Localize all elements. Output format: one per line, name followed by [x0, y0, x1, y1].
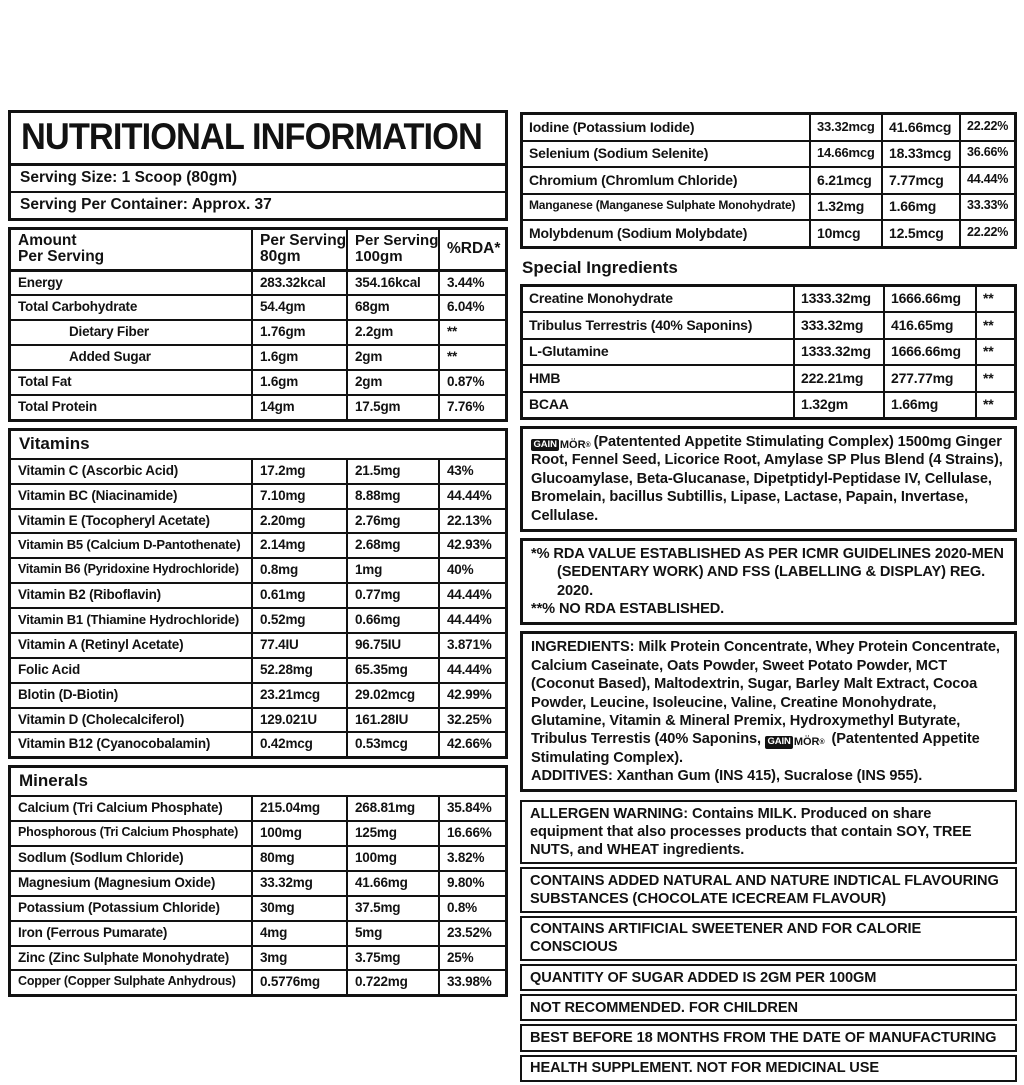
- table-cell-per_100gm: 68gm: [348, 296, 440, 319]
- table-cell-per_100gm: 18.33mcg: [883, 142, 961, 167]
- table-cell-per_80gm: 0.61mg: [253, 584, 348, 607]
- table-cell-per_80gm: 14gm: [253, 396, 348, 419]
- col-header-per-80gm: Per Serving 80gm: [253, 230, 348, 269]
- table-cell-per_100gm: 268.81mg: [348, 797, 440, 820]
- table-cell-rda: 35.84%: [447, 800, 492, 816]
- table-row: [11, 897, 505, 922]
- table-cell-rda: **: [447, 349, 458, 365]
- table-row: [523, 115, 1014, 142]
- table-cell-per_100gm: 0.66mg: [348, 609, 440, 632]
- table-row: [11, 609, 505, 634]
- table-cell-per_100gm: 41.66mcg: [883, 115, 961, 140]
- table-row: [11, 947, 505, 972]
- table-cell-rda: 22.13%: [447, 512, 492, 528]
- macros-table-header: [11, 230, 505, 272]
- table-cell-per_100gm: 3.75mg: [348, 947, 440, 970]
- rda-footnote-line1: *% RDA VALUE ESTABLISHED AS PER ICMR GUIDELINES 2020-MEN: [531, 545, 1004, 562]
- table-cell-rda: 44.44%: [447, 587, 492, 603]
- table-cell-per_100gm: 125mg: [348, 822, 440, 845]
- table-cell-name: Vitamin D (Cholecalciferol): [11, 709, 253, 732]
- table-cell-per_80gm: 1.32gm: [795, 393, 885, 418]
- table-cell-per_100gm: 1mg: [348, 559, 440, 582]
- table-cell-per_80gm: 1.76gm: [253, 321, 348, 344]
- special-ingredients-rows: [523, 287, 1014, 418]
- table-cell-name: Blotin (D-Biotin): [11, 684, 253, 707]
- rda-footnote-line2: (SEDENTARY WORK) AND FSS (LABELLING & DISPLAY) REG. 2020.: [557, 564, 986, 599]
- col-header-amount: Amount Per Serving: [11, 230, 253, 269]
- col-header-rda: %RDA*: [447, 239, 501, 257]
- additives-label: ADDITIVES:: [531, 768, 613, 784]
- table-cell-per_100gm: 1.66mg: [885, 393, 977, 418]
- gainmor-logo-gain: GAIN: [531, 439, 559, 451]
- table-cell-rda: 3.44%: [447, 274, 485, 290]
- ingredients-text-before: Milk Protein Concentrate, Whey Protein Concentrate, Calcium Caseinate, Oats Powder, Sweet Potato Powder, MCT (Coconut Based), Maltodextrin, Sugar, Barley Malt Extract, Cocoa Powder, Leucine, Isoleucine, Valine, Creatine Monohydrate, Glutamine, Vitamin & Mineral Premix, Hydroxymethyl Butyrate, Tribulus Terrestis (40% Saponins,: [531, 639, 1000, 748]
- table-cell-per_80gm: 17.2mg: [253, 460, 348, 483]
- table-cell-rda: 40%: [447, 562, 474, 578]
- table-cell-per_100gm: 1.66mg: [883, 195, 961, 220]
- table-cell-per_80gm: 33.32mcg: [811, 115, 883, 140]
- table-cell-per_80gm: 4mg: [253, 922, 348, 945]
- table-cell-per_80gm: 1.32mg: [811, 195, 883, 220]
- table-cell-per_80gm: 1.6gm: [253, 371, 348, 394]
- table-cell-name: Total Carbohydrate: [11, 296, 253, 319]
- notice-flavouring: CONTAINS ADDED NATURAL AND NATURE INDTICAL FLAVOURING SUBSTANCES (CHOCOLATE ICECREAM FLAVOUR): [520, 867, 1017, 912]
- table-cell-rda: 44.44%: [447, 612, 492, 628]
- nutrition-panel-left: [8, 110, 508, 1003]
- additives-line: [531, 767, 1006, 785]
- table-cell-name: Energy: [11, 272, 253, 295]
- table-cell-per_100gm: 29.02mcg: [348, 684, 440, 707]
- table-cell-name: Potassium (Potassium Chloride): [11, 897, 253, 920]
- table-cell-per_80gm: 10mcg: [811, 221, 883, 246]
- table-cell-name: Magnesium (Magnesium Oxide): [11, 872, 253, 895]
- table-cell-per_100gm: 2gm: [348, 371, 440, 394]
- table-cell-per_80gm: 77.4IU: [253, 634, 348, 657]
- table-cell-per_100gm: 41.66mg: [348, 872, 440, 895]
- table-cell-per_80gm: 0.42mcg: [253, 733, 348, 756]
- table-cell-name: Vitamin B1 (Thiamine Hydrochloride): [11, 609, 253, 632]
- table-cell-rda: **: [983, 369, 994, 386]
- nutrition-panel-right: [520, 112, 1017, 1085]
- table-cell-name: Molybdenum (Sodium Molybdate): [523, 221, 811, 246]
- ingredients-text-after: (Patentented Appetite Stimulating Complex).: [531, 731, 980, 766]
- table-cell-rda: 33.98%: [447, 974, 492, 990]
- table-row: [523, 221, 1014, 246]
- table-row: [11, 346, 505, 371]
- trace-minerals-rows: [523, 115, 1014, 246]
- table-row: [523, 340, 1014, 367]
- table-cell-per_80gm: 52.28mg: [253, 659, 348, 682]
- table-row: [523, 195, 1014, 222]
- table-cell-per_80gm: 80mg: [253, 847, 348, 870]
- special-ingredients-title: Special Ingredients: [522, 257, 678, 277]
- table-row: [523, 313, 1014, 340]
- table-cell-rda: 44.44%: [447, 661, 492, 677]
- table-cell-rda: 44.44%: [447, 487, 492, 503]
- table-cell-per_80gm: 7.10mg: [253, 485, 348, 508]
- table-cell-per_100gm: 1666.66mg: [885, 340, 977, 365]
- table-cell-rda: 43%: [447, 462, 474, 478]
- table-cell-rda: 0.8%: [447, 899, 477, 915]
- table-cell-rda: **: [447, 324, 458, 340]
- table-cell-name: Manganese (Manganese Sulphate Monohydrate): [523, 195, 811, 220]
- ingredients-label: INGREDIENTS:: [531, 639, 635, 656]
- table-row: [11, 847, 505, 872]
- table-cell-name: Copper (Copper Sulphate Anhydrous): [11, 971, 253, 994]
- notice-health-supplement: HEALTH SUPPLEMENT. NOT FOR MEDICINAL USE: [520, 1055, 1017, 1082]
- table-cell-per_100gm: 0.53mcg: [348, 733, 440, 756]
- table-cell-rda: 7.76%: [447, 398, 485, 414]
- table-cell-per_100gm: 2.68mg: [348, 534, 440, 557]
- table-cell-per_100gm: 161.28IU: [348, 709, 440, 732]
- table-row: [523, 142, 1014, 169]
- table-cell-rda: **: [983, 343, 994, 359]
- table-row: [11, 634, 505, 659]
- table-cell-per_80gm: 1333.32mg: [795, 287, 885, 312]
- table-row: [11, 371, 505, 396]
- table-row: [11, 272, 505, 297]
- table-cell-per_80gm: 30mg: [253, 897, 348, 920]
- vitamins-section-title: Vitamins: [11, 431, 505, 460]
- table-cell-rda: 3.871%: [447, 636, 492, 652]
- table-cell-per_80gm: 0.5776mg: [253, 971, 348, 994]
- table-cell-per_100gm: 100mg: [348, 847, 440, 870]
- vitamins-table: [8, 428, 508, 760]
- table-row: [11, 460, 505, 485]
- table-cell-name: Iodine (Potassium Iodide): [523, 115, 811, 140]
- table-cell-rda: 9.80%: [447, 874, 485, 890]
- table-row: [523, 287, 1014, 314]
- table-cell-name: Vitamin B2 (Riboflavin): [11, 584, 253, 607]
- table-cell-per_80gm: 3mg: [253, 947, 348, 970]
- table-cell-rda: 22.22%: [967, 118, 1009, 133]
- gainmor-complex-note: [520, 426, 1017, 532]
- table-cell-name: Creatine Monohydrate: [523, 287, 795, 312]
- rda-footnote-line3: **% NO RDA ESTABLISHED.: [531, 601, 725, 617]
- gainmor-logo-inline: GAIN MÖR ®: [765, 736, 825, 748]
- table-cell-per_80gm: 2.14mg: [253, 534, 348, 557]
- gainmor-logo-mor: MÖR: [559, 439, 586, 452]
- table-cell-name: Sodlum (Sodlum Chloride): [11, 847, 253, 870]
- table-cell-per_100gm: 96.75IU: [348, 634, 440, 657]
- rda-footnote: [520, 538, 1017, 626]
- gainmor-logo: [531, 439, 591, 451]
- table-cell-per_100gm: 2gm: [348, 346, 440, 369]
- table-cell-name: Chromium (Chromlum Chloride): [523, 168, 811, 193]
- table-row: [523, 393, 1014, 418]
- table-row: [11, 971, 505, 994]
- registered-mark-icon: ®: [585, 441, 591, 449]
- table-cell-name: Vitamin B12 (Cyanocobalamin): [11, 733, 253, 756]
- table-cell-per_100gm: 5mg: [348, 922, 440, 945]
- table-cell-per_80gm: 129.021U: [253, 709, 348, 732]
- macros-rows: [11, 272, 505, 419]
- table-cell-name: Added Sugar: [11, 346, 253, 369]
- table-cell-rda: 44.44%: [967, 171, 1009, 186]
- minerals-rows: [11, 797, 505, 994]
- table-cell-per_80gm: 215.04mg: [253, 797, 348, 820]
- table-cell-rda: 3.82%: [447, 850, 485, 866]
- table-cell-name: Vitamin BC (Niacinamide): [11, 485, 253, 508]
- table-cell-rda: 23.52%: [447, 924, 492, 940]
- table-cell-name: Phosphorous (Tri Calcium Phosphate): [11, 822, 253, 845]
- table-cell-per_80gm: 222.21mg: [795, 366, 885, 391]
- table-row: [523, 168, 1014, 195]
- table-cell-per_100gm: 37.5mg: [348, 897, 440, 920]
- table-cell-rda: **: [983, 316, 994, 333]
- table-cell-rda: **: [983, 396, 994, 412]
- table-cell-per_100gm: 277.77mg: [885, 366, 977, 391]
- notice-sugar-quantity: QUANTITY OF SUGAR ADDED IS 2GM PER 100GM: [520, 964, 1017, 991]
- table-row: [11, 534, 505, 559]
- table-row: [11, 396, 505, 419]
- table-cell-name: Vitamin B5 (Calcium D-Pantothenate): [11, 534, 253, 557]
- serving-per-container: Serving Per Container: Approx. 37: [20, 195, 272, 213]
- table-cell-rda: 6.04%: [447, 299, 485, 315]
- table-cell-name: Zinc (Zinc Sulphate Monohydrate): [11, 947, 253, 970]
- table-cell-per_100gm: 2.76mg: [348, 510, 440, 533]
- table-cell-per_100gm: 7.77mcg: [883, 168, 961, 193]
- table-cell-name: Vitamin B6 (Pyridoxine Hydrochloride): [11, 559, 253, 582]
- table-cell-rda: **: [983, 290, 994, 306]
- table-cell-rda: 0.87%: [447, 374, 485, 390]
- table-row: [11, 922, 505, 947]
- table-cell-name: L-Glutamine: [523, 340, 795, 365]
- table-row: [11, 709, 505, 734]
- table-cell-per_80gm: 333.32mg: [795, 313, 885, 338]
- ingredients-block: [520, 631, 1017, 792]
- table-cell-per_80gm: 6.21mcg: [811, 168, 883, 193]
- table-cell-rda: 22.22%: [967, 224, 1009, 239]
- special-ingredients-table: [520, 284, 1017, 421]
- table-row: [11, 321, 505, 346]
- table-cell-per_100gm: 0.722mg: [348, 971, 440, 994]
- notice-artificial-sweetener: CONTAINS ARTIFICIAL SWEETENER AND FOR CALORIE CONSCIOUS: [520, 916, 1017, 961]
- table-cell-rda: 33.33%: [967, 198, 1009, 212]
- table-cell-name: Folic Acid: [11, 659, 253, 682]
- allergen-text: Contains MILK. Produced on share equipment that also processes products that contain SOY, TREE NUTS, and WHEAT ingredients.: [530, 805, 972, 859]
- table-cell-per_100gm: 2.2gm: [348, 321, 440, 344]
- table-cell-rda: 42.66%: [447, 736, 492, 752]
- table-cell-rda: 32.25%: [447, 711, 492, 727]
- table-row: [11, 733, 505, 756]
- table-cell-per_80gm: 0.52mg: [253, 609, 348, 632]
- table-cell-per_100gm: 0.77mg: [348, 584, 440, 607]
- table-cell-name: Dietary Fiber: [11, 321, 253, 344]
- table-cell-name: Vitamin C (Ascorbic Acid): [11, 460, 253, 483]
- table-cell-name: Total Fat: [11, 371, 253, 394]
- table-row: [11, 797, 505, 822]
- table-cell-per_80gm: 0.8mg: [253, 559, 348, 582]
- col-header-per-100gm: Per Serving 100gm: [348, 230, 440, 269]
- table-cell-per_80gm: 23.21mcg: [253, 684, 348, 707]
- table-row: [11, 485, 505, 510]
- table-cell-rda: 42.93%: [447, 537, 492, 553]
- table-cell-name: Vitamin A (Retinyl Acetate): [11, 634, 253, 657]
- notice-not-for-children: NOT RECOMMENDED. FOR CHILDREN: [520, 994, 1017, 1021]
- table-row: [11, 296, 505, 321]
- table-cell-per_100gm: 65.35mg: [348, 659, 440, 682]
- table-row: [11, 510, 505, 535]
- table-cell-per_100gm: 416.65mg: [885, 313, 977, 338]
- page-title: NUTRITIONAL INFORMATION: [21, 116, 482, 157]
- vitamins-rows: [11, 460, 505, 757]
- allergen-warning: [520, 800, 1017, 864]
- macros-table: [8, 227, 508, 422]
- table-cell-per_100gm: 354.16kcal: [348, 272, 440, 295]
- table-cell-per_80gm: 2.20mg: [253, 510, 348, 533]
- table-cell-per_80gm: 1333.32mg: [795, 340, 885, 365]
- registered-mark-icon: ®: [819, 738, 825, 746]
- title-block: [8, 110, 508, 221]
- table-row: [11, 559, 505, 584]
- table-row: [523, 366, 1014, 393]
- minerals-section-title: Minerals: [11, 768, 505, 797]
- table-cell-name: Selenium (Sodium Selenite): [523, 142, 811, 167]
- allergen-label: ALLERGEN WARNING:: [530, 805, 689, 822]
- table-row: [11, 584, 505, 609]
- title-row: [11, 113, 505, 166]
- table-cell-name: Iron (Ferrous Pumarate): [11, 922, 253, 945]
- table-cell-per_100gm: 12.5mcg: [883, 221, 961, 246]
- notice-best-before: BEST BEFORE 18 MONTHS FROM THE DATE OF MANUFACTURING: [520, 1024, 1017, 1051]
- gainmor-note-text: (Patentented Appetite Stimulating Complex) 1500mg Ginger Root, Fennel Seed, Licorice Root, Amylase SP Plus Blend (4 Strains), Glucoamylase, Beta-Glucanase, Dipetptidyl-Peptidase IV, Cellulase, Bromelain, bacillus Subtillis, Lipase, Lactase, Papain, Invertase, Cellulase.: [531, 434, 1003, 524]
- table-cell-rda: 25%: [447, 949, 474, 965]
- table-row: [11, 659, 505, 684]
- table-cell-name: BCAA: [523, 393, 795, 418]
- table-cell-per_100gm: 1666.66mg: [885, 287, 977, 312]
- table-row: [11, 684, 505, 709]
- table-cell-per_80gm: 33.32mg: [253, 872, 348, 895]
- table-cell-per_80gm: 283.32kcal: [253, 272, 348, 295]
- trace-minerals-table: [520, 112, 1017, 249]
- table-cell-per_80gm: 100mg: [253, 822, 348, 845]
- table-cell-per_80gm: 1.6gm: [253, 346, 348, 369]
- table-cell-per_100gm: 8.88mg: [348, 485, 440, 508]
- table-row: [11, 872, 505, 897]
- table-cell-rda: 16.66%: [447, 825, 492, 841]
- ingredients-paragraph: [531, 638, 1006, 767]
- table-cell-per_80gm: 14.66mcg: [811, 142, 883, 167]
- table-cell-name: Tribulus Terrestris (40% Saponins): [523, 313, 795, 338]
- table-cell-name: HMB: [523, 366, 795, 391]
- table-row: [11, 822, 505, 847]
- additives-text: Xanthan Gum (INS 415), Sucralose (INS 955).: [616, 768, 923, 784]
- table-cell-name: Total Protein: [11, 396, 253, 419]
- table-cell-rda: 42.99%: [447, 686, 492, 702]
- table-cell-per_100gm: 21.5mg: [348, 460, 440, 483]
- table-cell-name: Vitamin E (Tocopheryl Acetate): [11, 510, 253, 533]
- table-cell-per_100gm: 17.5gm: [348, 396, 440, 419]
- serving-size: Serving Size: 1 Scoop (80gm): [11, 166, 505, 193]
- table-cell-rda: 36.66%: [967, 145, 1009, 159]
- table-cell-name: Calcium (Tri Calcium Phosphate): [11, 797, 253, 820]
- minerals-table: [8, 765, 508, 997]
- table-cell-per_80gm: 54.4gm: [253, 296, 348, 319]
